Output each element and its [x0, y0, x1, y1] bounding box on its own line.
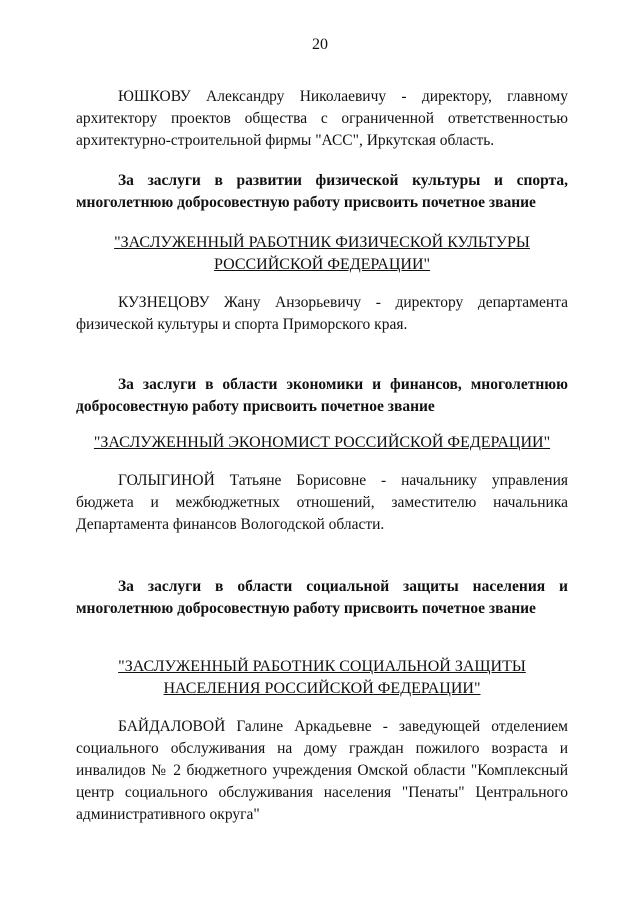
section-heading-physical-culture: За заслуги в развитии физической культуры и спорта, многолетнюю добросовестную работу присвоить почетное звание — [76, 172, 568, 211]
award-paragraph-kuznetsov: КУЗНЕЦОВУ Жану Анзорьевичу - директору департамента физической культуры и спорта Приморского края. — [76, 294, 568, 333]
honorary-title-line-1: "ЗАСЛУЖЕННЫЙ ЭКОНОМИСТ РОССИЙСКОЙ ФЕДЕРАЦИИ" — [93, 434, 551, 451]
honorary-title-line-1: "ЗАСЛУЖЕННЫЙ РАБОТНИК ФИЗИЧЕСКОЙ КУЛЬТУРЫ — [114, 234, 530, 251]
honorary-title-physical-culture — [76, 232, 568, 276]
honorary-title-economist — [76, 432, 568, 454]
honorary-title-social-protection — [76, 656, 568, 700]
award-paragraph-golygina: ГОЛЫГИНОЙ Татьяне Борисовне - начальнику управления бюджета и межбюджетных отношений, заместителю начальника Департамента финансов Вологодской области. — [76, 472, 568, 533]
award-paragraph-yushkov: ЮШКОВУ Александру Николаевичу - директору, главному архитектору проектов общества с ограниченной ответственностью архитектурно-строительной фирмы "АСС", Иркутская область. — [76, 88, 568, 149]
honorary-title-line-1: "ЗАСЛУЖЕННЫЙ РАБОТНИК СОЦИАЛЬНОЙ ЗАЩИТЫ — [118, 658, 526, 675]
honorary-title-line-2: РОССИЙСКОЙ ФЕДЕРАЦИИ" — [213, 256, 431, 273]
section-heading-social-protection: За заслуги в области социальной защиты населения и многолетнюю добросовестную работу присвоить почетное звание — [76, 578, 568, 617]
honorary-title-line-2: НАСЕЛЕНИЯ РОССИЙСКОЙ ФЕДЕРАЦИИ" — [163, 680, 481, 697]
award-paragraph-baydalova: БАЙДАЛОВОЙ Галине Аркадьевне - заведующей отделением социального обслуживания на дому граждан пожилого возраста и инвалидов № 2 бюджетного учреждения Омской области "Комплексный центр социального обслуживания населения "Пенаты" Центрального административного округа" — [76, 718, 568, 823]
section-heading-economics: За заслуги в области экономики и финансов, многолетнюю добросовестную работу присвоить почетное звание — [76, 376, 568, 415]
page-number: 20 — [312, 36, 328, 53]
